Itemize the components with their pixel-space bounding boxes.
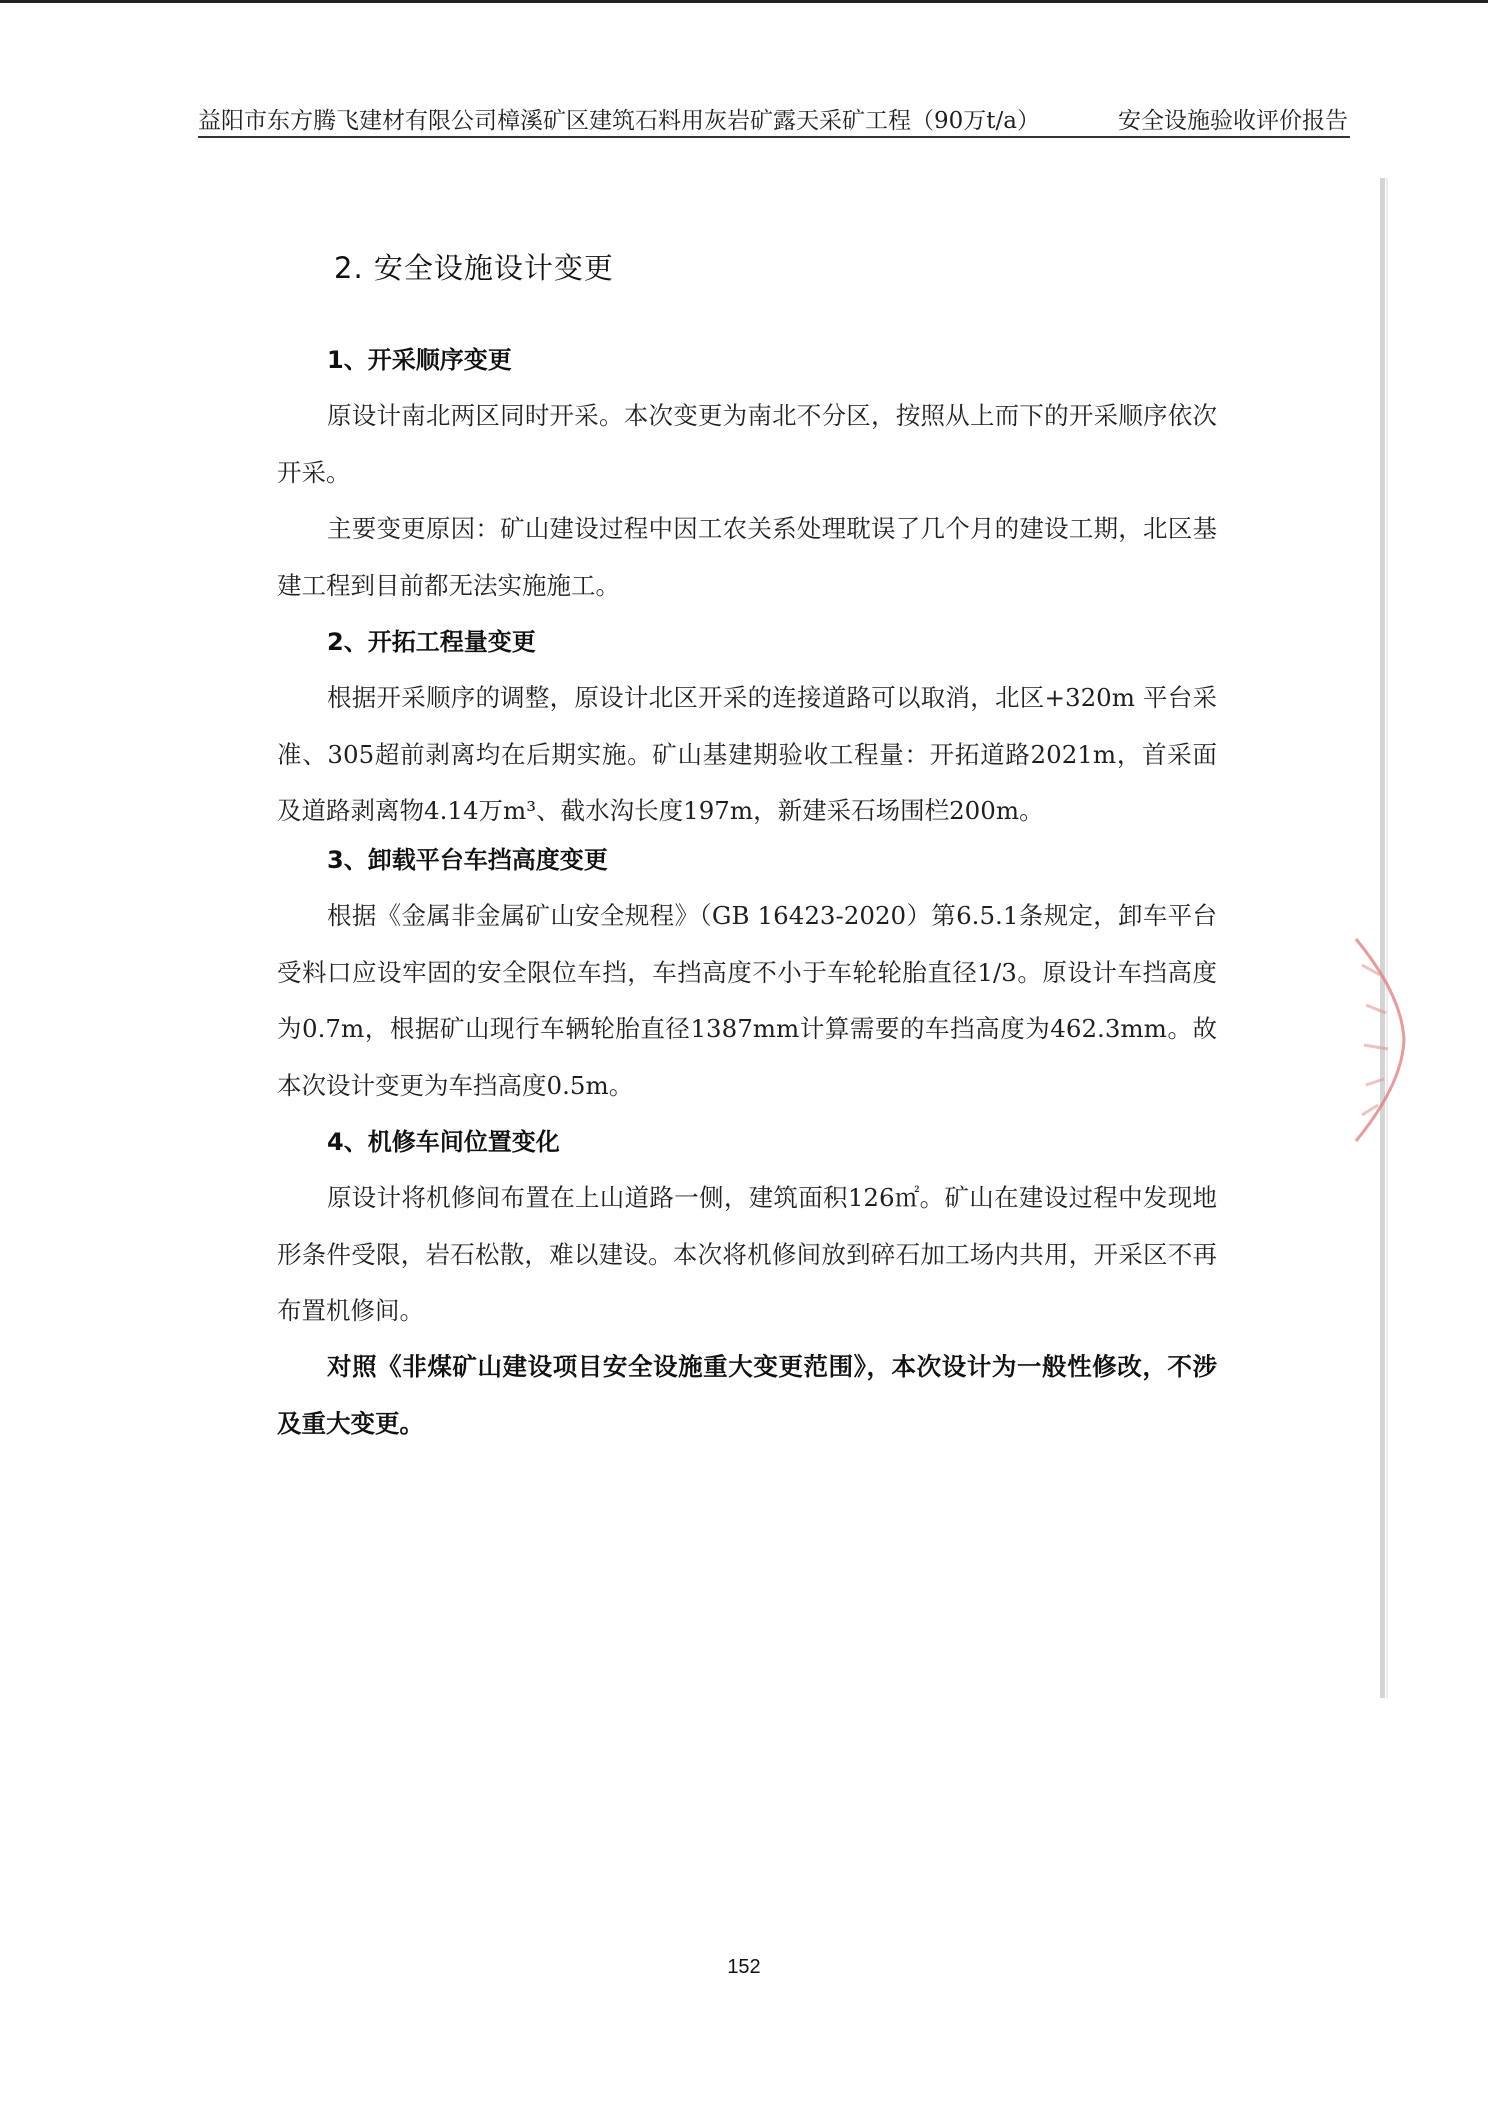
header-project-title: 益阳市东方腾飞建材有限公司樟溪矿区建筑石料用灰岩矿露天采矿工程（90万t/a） bbox=[198, 108, 1040, 134]
paragraph-3-1: 根据《金属非金属矿山安全规程》（GB 16423-2020）第6.5.1条规定，卸车平台受料口应设牢固的安全限位车挡，车挡高度不小于车轮轮胎直径1/3。原设计车挡高度为0.7m，根据矿山现行车辆轮胎直径1387mm计算需要的车挡高度为462.3mm。故本次设计变更为车挡高度0.5m。 bbox=[277, 901, 1217, 1100]
section-title: 2. 安全设施设计变更 bbox=[334, 251, 614, 285]
paragraph-1-1: 原设计南北两区同时开采。本次变更为南北不分区，按照从上而下的开采顺序依次开采。 bbox=[277, 401, 1217, 487]
header-report-title: 安全设施验收评价报告 bbox=[1118, 108, 1348, 134]
seal-stamp-fragment bbox=[1352, 935, 1412, 1145]
paragraph-4-1: 原设计将机修间布置在上山道路一侧，建筑面积126㎡。矿山在建设过程中发现地形条件受限，岩石松散，难以建设。本次将机修间放到碎石加工场内共用，开采区不再布置机修间。 bbox=[277, 1183, 1217, 1325]
conclusion-paragraph: 对照《非煤矿山建设项目安全设施重大变更范围》，本次设计为一般性修改，不涉及重大变更。 bbox=[277, 1352, 1217, 1438]
subsection-heading-1: 1、开采顺序变更 bbox=[327, 346, 512, 374]
subsection-heading-4: 4、机修车间位置变化 bbox=[327, 1128, 560, 1156]
page-number: 152 bbox=[727, 1956, 761, 1978]
paragraph-2-1: 根据开采顺序的调整，原设计北区开采的连接道路可以取消，北区+320m 平台采准、305超前剥离均在后期实施。矿山基建期验收工程量：开拓道路2021m，首采面及道路剥离物4.14万m³、截水沟长度197m，新建采石场围栏200m。 bbox=[277, 683, 1217, 825]
subsection-heading-2: 2、开拓工程量变更 bbox=[327, 628, 536, 656]
page-top-edge bbox=[0, 0, 1488, 3]
subsection-heading-3: 3、卸载平台车挡高度变更 bbox=[327, 846, 608, 874]
paragraph-1-2: 主要变更原因：矿山建设过程中因工农关系处理耽误了几个月的建设工期，北区基建工程到目前都无法实施施工。 bbox=[277, 514, 1217, 600]
header-rule bbox=[198, 136, 1350, 138]
